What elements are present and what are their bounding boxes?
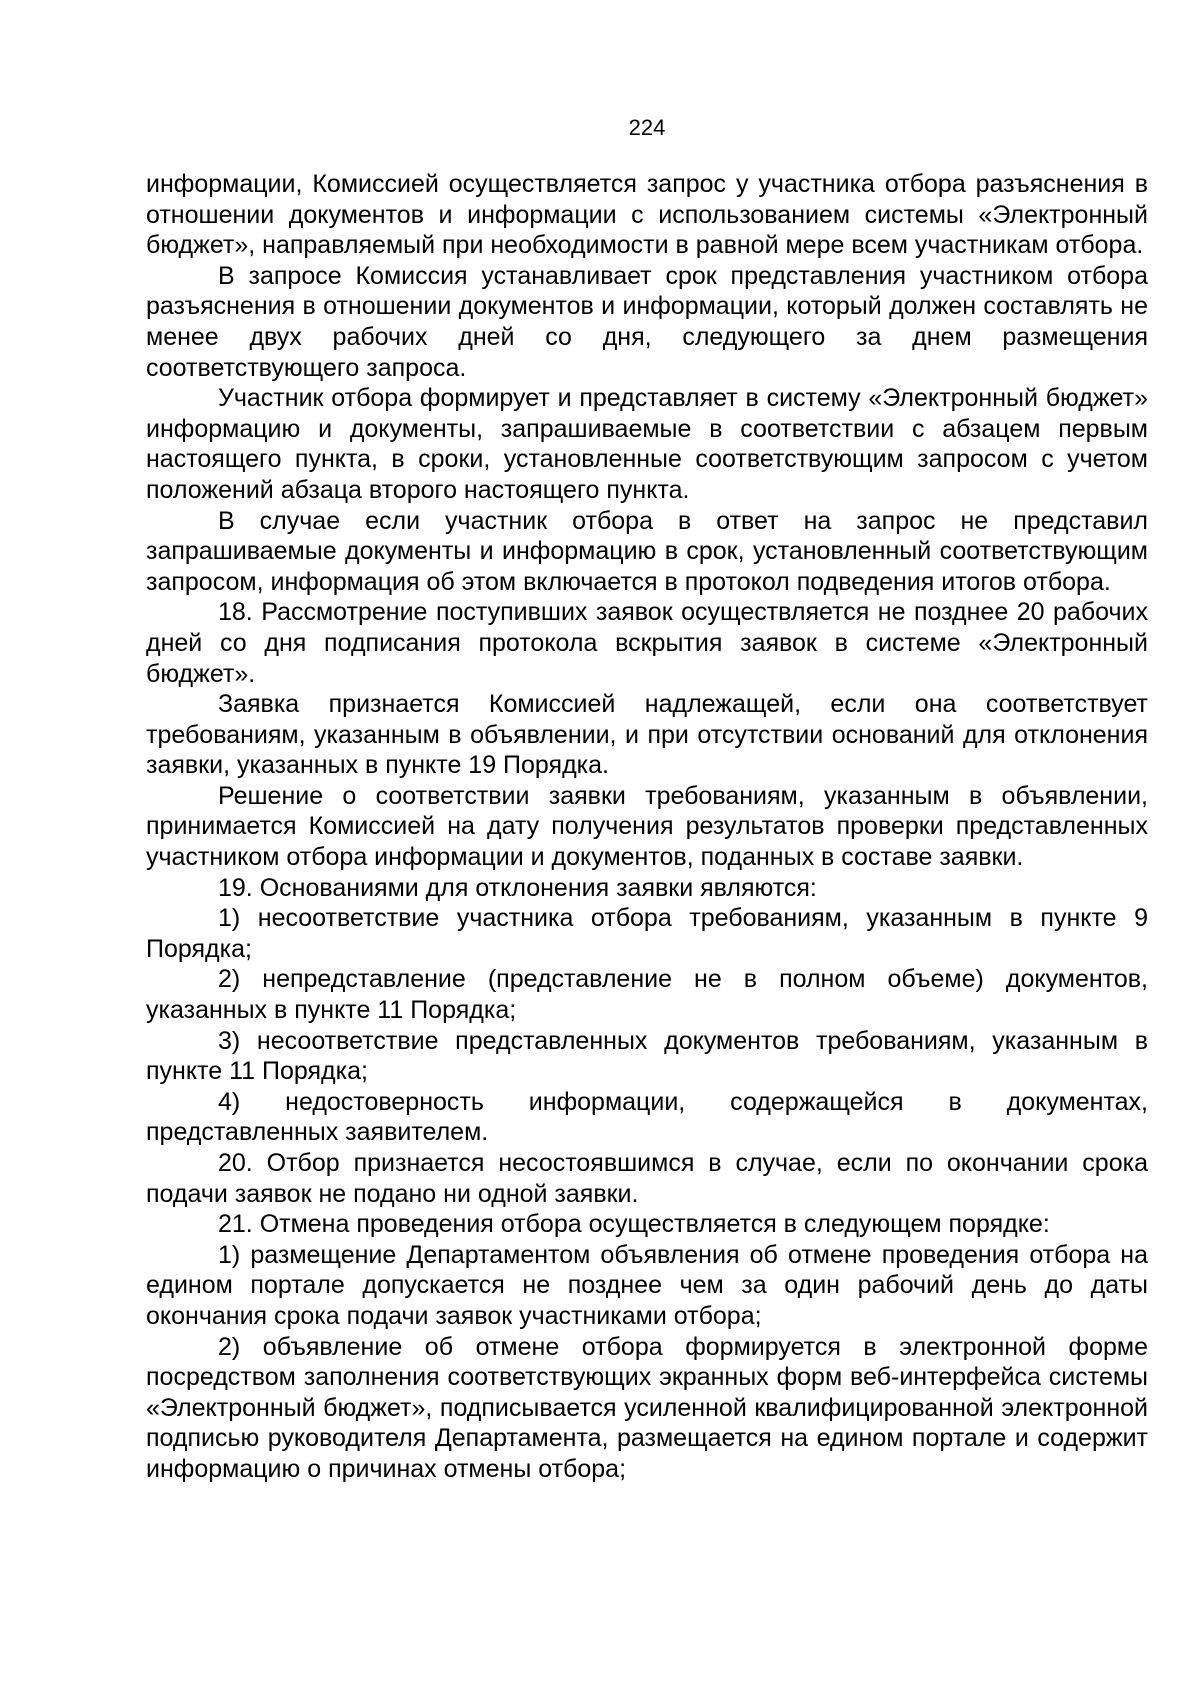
page-number: 224 — [628, 115, 666, 140]
list-item: 3) несоответствие представленных документов требованиям, указанным в пункте 11 Порядка; — [146, 1026, 1148, 1086]
list-item: 4) недостоверность информации, содержащейся в документах, представленных заявителем. — [146, 1087, 1148, 1147]
paragraph: В запросе Комиссия устанавливает срок представления участником отбора разъяснения в отношении документов и информации, который должен составлять не менее двух рабочих дней со дня, следующего за днем размещения соответствующего запроса. — [146, 261, 1148, 382]
paragraph: 20. Отбор признается несостоявшимся в случае, если по окончании срока подачи заявок не подано ни одной заявки. — [146, 1149, 1148, 1208]
paragraph: 21. Отмена проведения отбора осуществляется в следующем порядке: — [218, 1210, 1050, 1239]
paragraph: 18. Рассмотрение поступивших заявок осуществляется не позднее 20 рабочих дней со дня подписания протокола вскрытия заявок в системе «Электронный бюджет». — [146, 598, 1148, 688]
paragraph: Участник отбора формирует и представляет в систему «Электронный бюджет» информацию и документы, запрашиваемые в соответствии с абзацем первым настоящего пункта, в сроки, установленные соответствующим запросом с учетом положений абзаца второго настоящего пункта. — [146, 384, 1148, 504]
paragraph: В случае если участник отбора в ответ на запрос не представил запрашиваемые документы и информацию в срок, установленный соответствующим запросом, информация об этом включается в протокол подведения итогов отбора. — [146, 506, 1148, 596]
paragraph: Решение о соответствии заявки требованиям, указанным в объявлении, принимается Комиссией на дату получения результатов проверки представленных участником отбора информации и документов, поданных в составе заявки. — [146, 781, 1148, 872]
paragraph: Заявка признается Комиссией надлежащей, если она соответствует требованиям, указанным в объявлении, и при отсутствии оснований для отклонения заявки, указанных в пункте 19 Порядка. — [146, 690, 1148, 780]
document-body — [146, 169, 1148, 1485]
list-item: 2) непредставление (представление не в полном объеме) документов, указанных в пункте 11 Порядка; — [146, 965, 1148, 1025]
paragraph: 19. Основаниями для отклонения заявки являются: — [218, 873, 817, 902]
list-item: 1) несоответствие участника отбора требованиям, указанным в пункте 9 Порядка; — [146, 904, 1148, 963]
list-item: 2) объявление об отмене отбора формируется в электронной форме посредством заполнения соответствующих экранных форм веб-интерфейса системы «Электронный бюджет», подписывается усиленной квалифицированной электронной подписью руководителя Департамента, размещается на едином портале и содержит информацию о причинах отмены отбора; — [146, 1332, 1148, 1483]
list-item: 1) размещение Департаментом объявления об отмене проведения отбора на едином портале допускается не позднее чем за один рабочий день до даты окончания срока подачи заявок участниками отбора; — [146, 1240, 1148, 1330]
paragraph: информации, Комиссией осуществляется запрос у участника отбора разъяснения в отношении документов и информации с использованием системы «Электронный бюджет», направляемый при необходимости в равной мере всем участникам отбора. — [146, 170, 1148, 260]
document-page — [146, 0, 1148, 1698]
